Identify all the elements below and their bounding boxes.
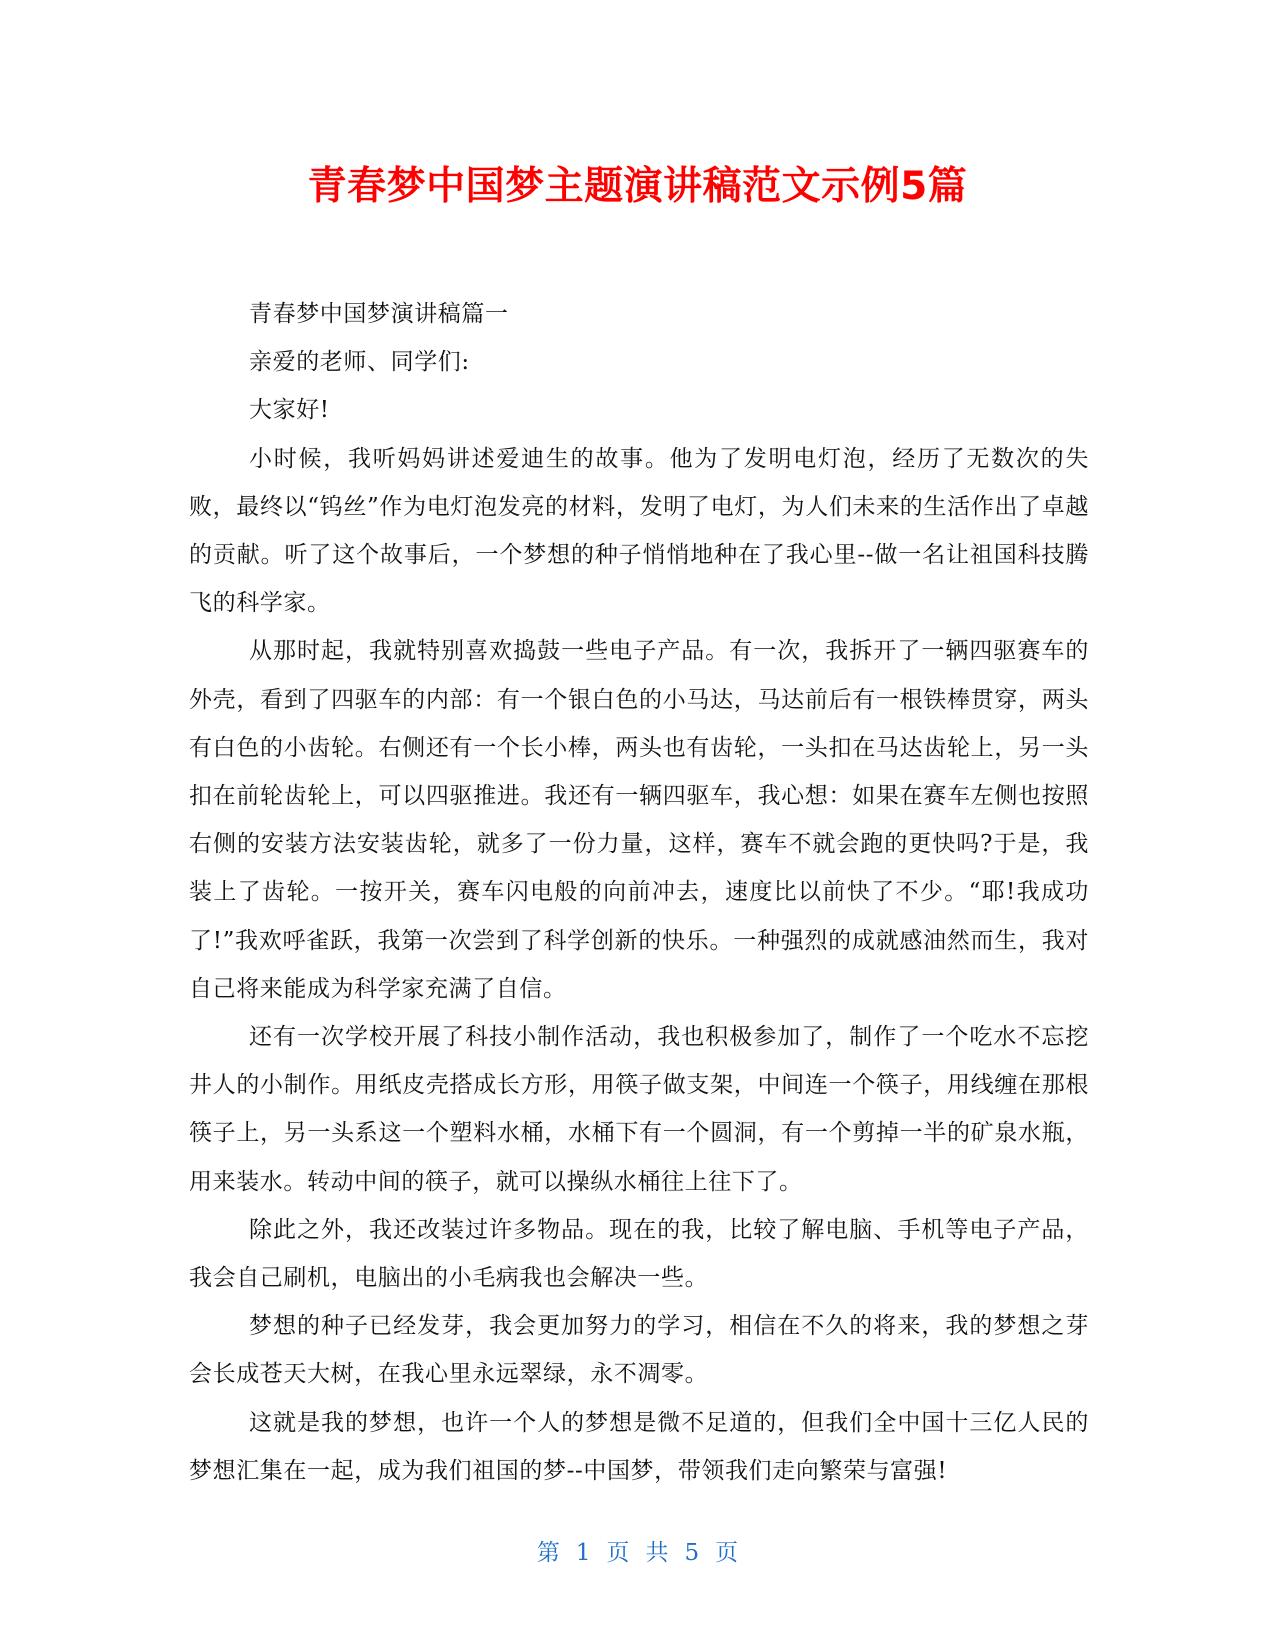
paragraph: 从那时起，我就特别喜欢捣鼓一些电子产品。有一次，我拆开了一辆四驱赛车的外壳，看到了四驱车的内部：有一个银白色的小马达，马达前后有一根铁棒贯穿，两头有白色的小齿轮。右侧还有一个长小棒，两头也有齿轮，一头扣在马达齿轮上，另一头扣在前轮齿轮上，可以四驱推进。我还有一辆四驱车，我心想：如果在赛车左侧也按照右侧的安装方法安装齿轮，就多了一份力量，这样，赛车不就会跑的更快吗?于是，我装上了齿轮。一按开关，赛车闪电般的向前冲去，速度比以前快了不少。“耶!我成功了!”我欢呼雀跃，我第一次尝到了科学创新的快乐。一种强烈的成就感油然而生，我对自己将来能成为科学家充满了自信。 (189, 638, 1089, 1002)
paragraph: 梦想的种子已经发芽，我会更加努力的学习，相信在不久的将来，我的梦想之芽会长成苍天大树，在我心里永远翠绿，永不凋零。 (189, 1313, 1089, 1388)
document-body (189, 290, 1089, 1495)
paragraph: 还有一次学校开展了科技小制作活动，我也积极参加了，制作了一个吃水不忘挖井人的小制作。用纸皮壳搭成长方形，用筷子做支架，中间连一个筷子，用线缠在那根筷子上，另一头系这一个塑料水桶，水桶下有一个圆洞，有一个剪掉一半的矿泉水瓶，用来装水。转动中间的筷子，就可以操纵水桶往上往下了。 (189, 1024, 1089, 1195)
paragraph: 这就是我的梦想，也许一个人的梦想是微不足道的，但我们全中国十三亿人民的梦想汇集在一起，成为我们祖国的梦--中国梦，带领我们走向繁荣与富强! (189, 1409, 1089, 1484)
salutation: 亲爱的老师、同学们: (249, 349, 470, 376)
document-title: 青春梦中国梦主题演讲稿范文示例5篇 (307, 164, 968, 209)
paragraph: 小时候，我听妈妈讲述爱迪生的故事。他为了发明电灯泡，经历了无数次的失败，最终以“钨丝”作为电灯泡发亮的材料，发明了电灯，为人们未来的生活作出了卓越的贡献。听了这个故事后，一个梦想的种子悄悄地种在了我心里--做一名让祖国科技腾飞的科学家。 (189, 445, 1089, 617)
footer-total-pages: 5 (684, 1540, 700, 1566)
paragraph: 除此之外，我还改装过许多物品。现在的我，比较了解电脑、手机等电子产品，我会自己刷机，电脑出的小毛病我也会解决一些。 (189, 1216, 1089, 1292)
greeting: 大家好! (249, 397, 330, 424)
section-heading: 青春梦中国梦演讲稿篇一 (249, 301, 509, 327)
footer-suffix: 页 (715, 1540, 739, 1566)
footer-total-label: 共 (645, 1540, 669, 1566)
page-footer (0, 1538, 1275, 1568)
footer-prefix: 第 (536, 1540, 560, 1566)
footer-page-label: 页 (606, 1540, 630, 1566)
footer-page-number: 1 (575, 1540, 591, 1566)
